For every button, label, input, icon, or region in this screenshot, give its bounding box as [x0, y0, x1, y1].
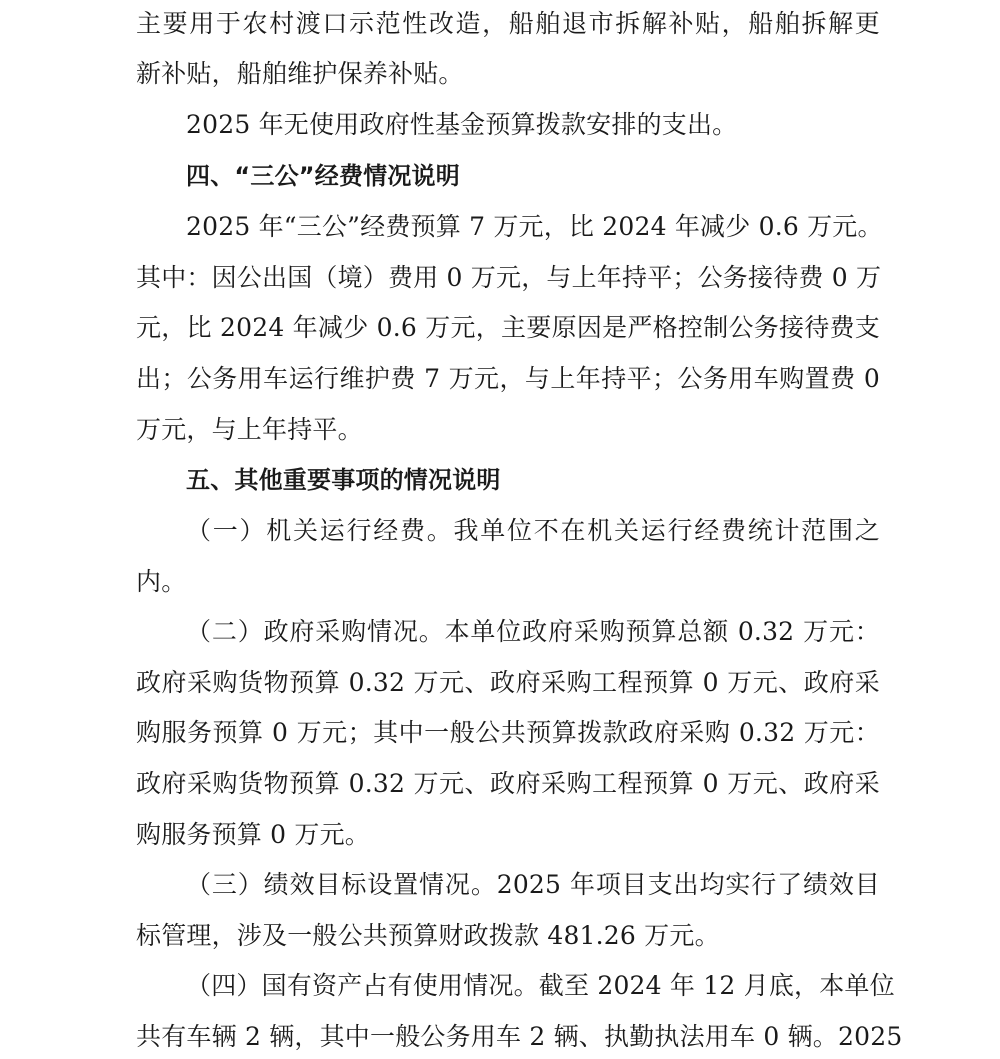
- paragraph-line-5: 2025 年“三公”经费预算 7 万元，比 2024 年减少 0.6 万元。: [186, 212, 883, 241]
- paragraph-line-9: 万元，与上年持平。: [136, 415, 363, 444]
- paragraph-line-15: 购服务预算 0 万元；其中一般公共预算拨款政府采购 0.32 万元：: [136, 718, 880, 747]
- paragraph-line-14: 政府采购货物预算 0.32 万元、政府采购工程预算 0 万元、政府采: [136, 668, 880, 697]
- paragraph-line-20: （四）国有资产占有使用情况。截至 2024 年 12 月底，本单位: [186, 971, 895, 1000]
- paragraph-line-2: 新补贴，船舶维护保养补贴。: [136, 59, 464, 88]
- paragraph-line-17: 购服务预算 0 万元。: [136, 820, 371, 849]
- paragraph-line-19: 标管理，涉及一般公共预算财政拨款 481.26 万元。: [136, 921, 720, 950]
- paragraph-line-11: （一）机关运行经费。我单位不在机关运行经费统计范围之: [186, 516, 880, 545]
- paragraph-line-3: 2025 年无使用政府性基金预算拨款安排的支出。: [186, 110, 738, 139]
- paragraph-line-16: 政府采购货物预算 0.32 万元、政府采购工程预算 0 万元、政府采: [136, 769, 880, 798]
- paragraph-line-13: （二）政府采购情况。本单位政府采购预算总额 0.32 万元：: [186, 617, 880, 646]
- section-heading-five: 五、其他重要事项的情况说明: [186, 466, 501, 494]
- paragraph-line-12: 内。: [136, 567, 187, 596]
- paragraph-line-18: （三）绩效目标设置情况。2025 年项目支出均实行了绩效目: [186, 870, 880, 899]
- paragraph-line-7: 元，比 2024 年减少 0.6 万元，主要原因是严格控制公务接待费支: [136, 313, 880, 342]
- paragraph-line-1: 主要用于农村渡口示范性改造，船舶退市拆解补贴，船舶拆解更: [136, 9, 880, 38]
- section-heading-four: 四、“三公”经费情况说明: [186, 162, 460, 190]
- paragraph-line-21: 共有车辆 2 辆，其中一般公务用车 2 辆、执勤执法用车 0 辆。2025: [136, 1022, 903, 1051]
- paragraph-line-6: 其中：因公出国（境）费用 0 万元，与上年持平；公务接待费 0 万: [136, 263, 882, 292]
- paragraph-line-8: 出；公务用车运行维护费 7 万元，与上年持平；公务用车购置费 0: [136, 364, 880, 393]
